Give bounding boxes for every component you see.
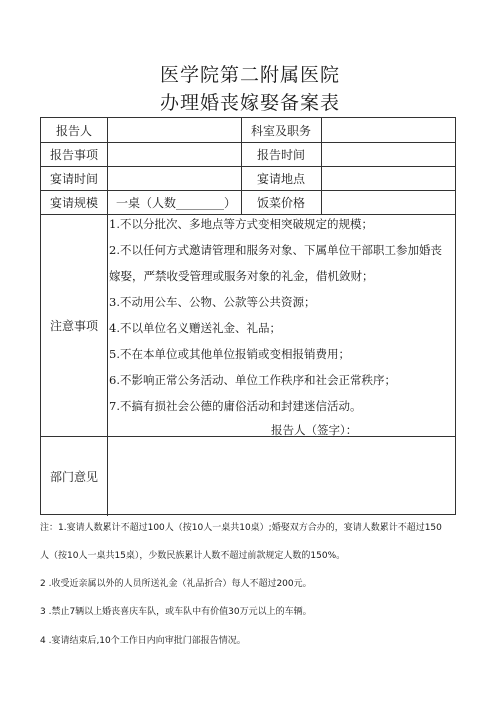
footnote-1-continued: 人（按10人一桌共15桌），少数民族累计人数不超过前款规定人数的150%。 [40,551,346,561]
department-position-field[interactable] [322,118,456,142]
report-matter-label: 报告事项 [49,147,98,162]
department-opinion-field[interactable] [108,436,456,516]
banquet-time-field[interactable] [108,166,241,190]
reporter-label: 报告人 [55,123,92,138]
notice-label: 注意事项 [49,318,98,333]
registration-form-table [40,117,456,515]
notice-item: 5.不在本单位或其他单位报销或变相报销费用； [109,347,350,361]
meal-price-label: 饭菜价格 [256,195,305,210]
notice-item: 7.不搞有损社会公德的庸俗活动和封建迷信活动。 [109,399,362,413]
notice-item: 2.不以任何方式邀请管理和服务对象、下属单位干部职工参加婚丧 [109,243,442,257]
footnote-4: 4 .宴请结束后,10个工作日内向审批门部报告情况。 [40,636,246,646]
notice-item: 6.不影响正常公务活动、单位工作秩序和社会正常秩序； [109,373,396,387]
banquet-time-label: 宴请时间 [49,171,98,186]
department-opinion-label: 部门意见 [49,469,98,484]
department-position-label: 科室及职务 [250,123,311,138]
notice-item: 1.不以分批次、多地点等方式变相突破规定的规模； [109,217,373,231]
banquet-location-field[interactable] [322,166,456,190]
hospital-title: 医学院第二附属医院 [159,64,340,86]
report-time-label: 报告时间 [256,147,305,162]
notice-item: 3.不动用公车、公物、公款等公共资源； [109,295,316,309]
footnote-2: 2 .收受近亲属以外的人员所送礼金（礼品折合）每人不超过200元。 [40,579,312,589]
footnote-1: 注：1.宴请人数累计不超过100人（按10人一桌共10桌）;婚娶双方合办的，宴请人数累计不超过150 [40,523,442,533]
banquet-scale-label: 宴请规模 [49,195,98,210]
notice-item: 嫁娶，严禁收受管理或服务对象的礼金，借机敛财； [109,269,374,283]
signature-label: 报告人（签字）： [271,423,358,437]
banquet-scale-field[interactable]: 一桌（人数________） [116,195,237,210]
report-time-field[interactable] [322,142,456,166]
footnote-3: 3 .禁止7辆以上婚丧喜庆车队，或车队中有价值30万元以上的车辆。 [40,607,312,617]
banquet-location-label: 宴请地点 [256,171,305,186]
notice-item: 4.不以单位名义赠送礼金、礼品； [109,321,281,335]
meal-price-field[interactable] [322,190,456,214]
reporter-field[interactable] [108,118,241,142]
report-matter-field[interactable] [108,142,241,166]
form-title: 办理婚丧嫁娶备案表 [159,92,340,114]
